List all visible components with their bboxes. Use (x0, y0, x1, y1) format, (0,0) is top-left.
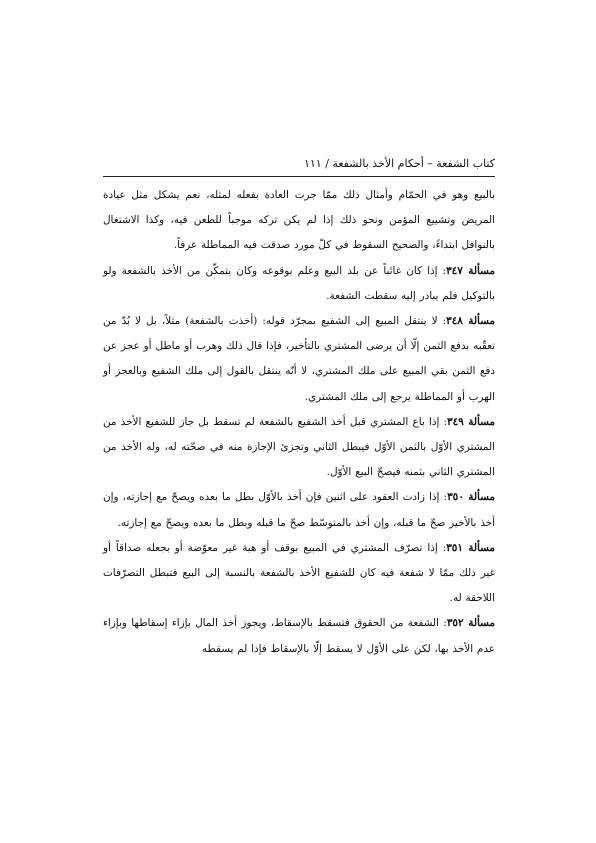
running-header: كتاب الشفعة – أحكام الأخذ بالشفعة / ١١١ (303, 157, 495, 170)
mas-alah-347 (103, 259, 495, 309)
mas-alah-350 (103, 485, 495, 535)
mas-alah-heading: مسألة ٣٥١ (446, 541, 495, 554)
mas-alah-349 (103, 410, 495, 486)
mas-alah-heading: مسألة ٣٥٠ (447, 491, 495, 504)
mas-alah-heading: مسألة ٣٤٩ (447, 415, 495, 428)
paragraph-text: بالبيع وهو في الحمّام وأمثال ذلك ممّا جرت العادة بفعله لمثله، نعم يشكل مثل عيادة المريض وتشييع المؤمن ونحو ذلك إذا لم يكن تركه موجباً للطعن فيه، وكذا الاشتغال بالنوافل ابتداءً، والصحيح السقوط في كلّ مورد صدقت فيه المماطلة عرفاً. (103, 189, 495, 252)
mas-alah-352 (103, 611, 495, 661)
paragraph-text: : إذا تصرّف المشتري في المبيع بوقف أو هبة غير معوّضة أو بجعله صداقاً أو غير ذلك ممّا لا شفعة فيه كان للشفيع الأخذ بالشفعة بالنسبة إلى البيع فتبطل التصرّفات اللاحقة له. (103, 541, 495, 605)
mas-alah-heading: مسألة ٣٤٧ (446, 264, 496, 277)
mas-alah-heading: مسألة ٣٤٨ (446, 315, 496, 328)
mas-alah-heading: مسألة ٣٥٢ (446, 617, 495, 630)
paragraph-text: : لا ينتقل المبيع إلى الشفيع بمجرّد قوله: (أخذت بالشفعة) مثلاً، بل لا بُدّ من تعقّبه بدفع الثمن إلّا أن يرضى المشتري بالتأخير، فإذا قال ذلك وهرب أو ماطل أو عجز عن دفع الثمن بقي المبيع على ملك المشتري، لا أنّه ينتقل بالقول إلى ملك الشفيع وبالعجز أو الهرب أو المماطلة يرجع إلى ملك المشتري. (103, 315, 495, 403)
paragraph-text: : إذا باع المشتري قبل أخذ الشفيع بالشفعة لم تسقط بل جاز للشفيع الأخذ من المشتري الأوّل بالثمن الأوّل فيبطل الثاني وتجزئ الإجازة منه في صحّته له، وله الأخذ من المشتري الثاني بثمنه فيصحّ البيع الأوّل. (103, 415, 495, 479)
paragraph-text: : إذا زادت العقود على اثنين فإن أخذ بالأوّل بطل ما بعده ويصحّ مع إجازته، وإن أخذ بالأخير صحّ ما قبله، وإن أخذ بالمتوسّط صحّ ما قبله وبطل ما بعده ويصحّ مع إجازته. (103, 491, 495, 529)
page-body (103, 183, 495, 662)
page-header (103, 155, 495, 177)
mas-alah-351 (103, 536, 495, 612)
paragraph-text: : الشفعة من الحقوق فتسقط بالإسقاط، ويجوز أخذ المال بإزاء إسقاطها وبإزاء عدم الأخذ بها، لكن على الأوّل لا يسقط إلّا بالإسقاط فإذا لم يسقطه (103, 617, 495, 655)
mas-alah-348 (103, 309, 495, 410)
paragraph (103, 183, 495, 259)
paragraph-text: : إذا كان غائباً عن بلد البيع وعلم بوقوعه وكان يتمكّن من الأخذ بالشفعة ولو بالتوكيل فلم يبادر إليه سقطت الشفعة. (103, 264, 495, 302)
